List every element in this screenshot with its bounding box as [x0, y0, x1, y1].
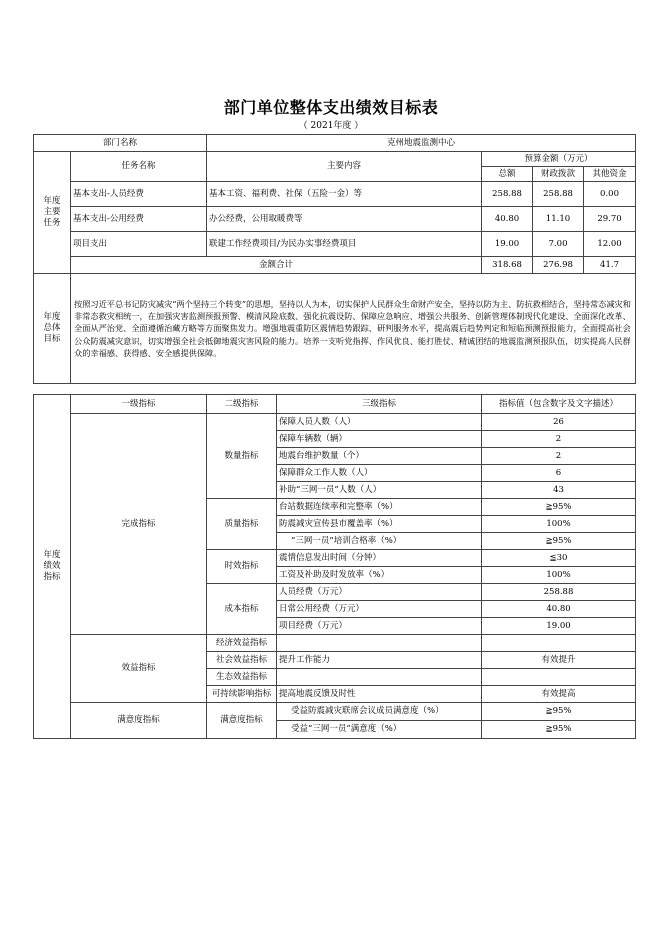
task-content: 联建工作经费项目/为民办实事经费项目	[207, 232, 482, 257]
tasks-section-label: 年度 主要 任务	[34, 152, 71, 274]
indicator-value: ≧95%	[482, 533, 636, 550]
indicator-value: ≧95%	[482, 721, 636, 739]
indicator-value: 258.88	[482, 584, 636, 601]
indicator-value: ≦30	[482, 550, 636, 567]
indicator-name: 项目经费（万元）	[277, 618, 482, 635]
dept-value: 克州地震监测中心	[207, 135, 636, 152]
level1-header: 一级指标	[71, 395, 207, 414]
perf-section-label: 年度 绩效 指标	[34, 395, 71, 739]
indicator-name: 提高地震反馈及时性	[277, 686, 482, 703]
indicator-value: 2	[482, 448, 636, 465]
budget-header: 预算金额（万元）	[482, 152, 636, 167]
indicator-value	[482, 669, 636, 686]
indicator-value: 19.00	[482, 618, 636, 635]
indicator-name: 人员经费（万元）	[277, 584, 482, 601]
task-total: 40.80	[482, 207, 533, 232]
satisfaction-indicator: 满意度指标	[71, 703, 207, 739]
table-row	[34, 182, 636, 207]
task-other: 29.70	[584, 207, 636, 232]
indicator-name: 保障人员人数（人）	[277, 414, 482, 431]
indicator-name: 工资及补助及时发放率（%）	[277, 567, 482, 584]
indicator-value	[482, 635, 636, 652]
dept-label: 部门名称	[34, 135, 207, 152]
task-fiscal: 258.88	[533, 182, 584, 207]
ecological-indicator: 生态效益指标	[207, 669, 277, 686]
indicator-name: 防震减灾宣传县市覆盖率（%）	[277, 516, 482, 533]
indicator-value: 100%	[482, 516, 636, 533]
table-row	[34, 232, 636, 257]
quality-indicator: 质量指标	[207, 499, 277, 550]
indicator-value: 26	[482, 414, 636, 431]
indicator-value: 6	[482, 465, 636, 482]
indicator-value: 100%	[482, 567, 636, 584]
level2-header: 二级指标	[207, 395, 277, 414]
task-fiscal: 7.00	[533, 232, 584, 257]
indicator-name: 提升工作能力	[277, 652, 482, 669]
satisfaction-level2: 满意度指标	[207, 703, 277, 739]
other-header: 其他资金	[584, 167, 636, 182]
fiscal-header: 财政拨款	[533, 167, 584, 182]
task-total: 258.88	[482, 182, 533, 207]
indicator-name: 日常公用经费（万元）	[277, 601, 482, 618]
indicator-name: 受益防震减灾联席会议成员满意度（%）	[277, 703, 482, 721]
benefit-indicator: 效益指标	[71, 635, 207, 703]
level3-header: 三级指标	[277, 395, 482, 414]
indicator-value: 2	[482, 431, 636, 448]
indicator-value: 43	[482, 482, 636, 499]
indicator-name: 震情信息发出时间（分钟）	[277, 550, 482, 567]
indicator-value: 有效提升	[482, 652, 636, 669]
sum-other: 41.7	[584, 257, 636, 274]
goal-section-label: 年度 总体 目标	[34, 274, 71, 384]
indicator-value: 有效提高	[482, 686, 636, 703]
task-content: 办公经费，公用取暖费等	[207, 207, 482, 232]
social-indicator: 社会效益指标	[207, 652, 277, 669]
economic-indicator: 经济效益指标	[207, 635, 277, 652]
indicator-value: ≧95%	[482, 499, 636, 516]
sum-label: 金额合计	[71, 257, 482, 274]
tasks-table	[33, 134, 636, 384]
cost-indicator: 成本指标	[207, 584, 277, 635]
year-label: （ 2021年度 ）	[298, 121, 364, 131]
table-row	[34, 207, 636, 232]
goal-text: 按照习近平总书记防灾减灾“两个坚持三个转变”的思想，坚持以人为本，切实保护人民群众生命财产安全，坚持以防为主、防抗救相结合，坚持常态减灾和非常态救灾相统一，在加强灾害监测预报预警、模清风险底数、强化抗震设防、保障应急响应、增强公共服务、创新管理体制现代化建设、全面深化改革、全面从严治党、全面遵循治藏方略等方面聚焦发力。增强地震重防区震情趋势跟踪、研判服务水平，提高震后趋势判定和短临预测预报能力，全面提高社会公众防震减灾意识，切实增强全社会抵御地震灾害风险的能力。培养一支听党指挥、作风优良、能打胜仗、精诚团结的地震监测预报队伍，切实提高人民群众的幸福感、获得感、安全感提供保障。	[71, 274, 636, 384]
task-fiscal: 11.10	[533, 207, 584, 232]
quantity-indicator: 数量指标	[207, 414, 277, 499]
indicator-name: 台站数据连续率和完整率（%）	[277, 499, 482, 516]
value-header: 指标值（包含数字及文字描述）	[482, 395, 636, 414]
task-name-header: 任务名称	[71, 152, 207, 182]
indicator-value: 40.80	[482, 601, 636, 618]
task-other: 0.00	[584, 182, 636, 207]
task-content: 基本工资、福利费、社保（五险一金）等	[207, 182, 482, 207]
task-name: 项目支出	[71, 232, 207, 257]
total-header: 总额	[482, 167, 533, 182]
timeliness-indicator: 时效指标	[207, 550, 277, 584]
task-total: 19.00	[482, 232, 533, 257]
sustainable-indicator: 可持续影响指标	[207, 686, 277, 703]
indicator-name	[277, 669, 482, 686]
indicator-name: “三网一员”培训合格率（%）	[277, 533, 482, 550]
task-name: 基本支出-人员经费	[71, 182, 207, 207]
sum-total: 318.68	[482, 257, 533, 274]
task-name: 基本支出-公用经费	[71, 207, 207, 232]
page-title: 部门单位整体支出绩效目标表	[223, 98, 439, 117]
sum-fiscal: 276.98	[533, 257, 584, 274]
indicator-name: 保障车辆数（辆）	[277, 431, 482, 448]
indicator-name	[277, 635, 482, 652]
indicator-name: 受益“三网一员”满意度（%）	[277, 721, 482, 739]
task-other: 12.00	[584, 232, 636, 257]
indicator-name: 地震台维护数量（个）	[277, 448, 482, 465]
task-content-header: 主要内容	[207, 152, 482, 182]
indicator-name: 保障群众工作人数（人）	[277, 465, 482, 482]
completion-indicator: 完成指标	[71, 414, 207, 635]
indicator-name: 补助“三网一员”人数（人）	[277, 482, 482, 499]
performance-table	[33, 394, 636, 739]
indicator-value: ≧95%	[482, 703, 636, 721]
